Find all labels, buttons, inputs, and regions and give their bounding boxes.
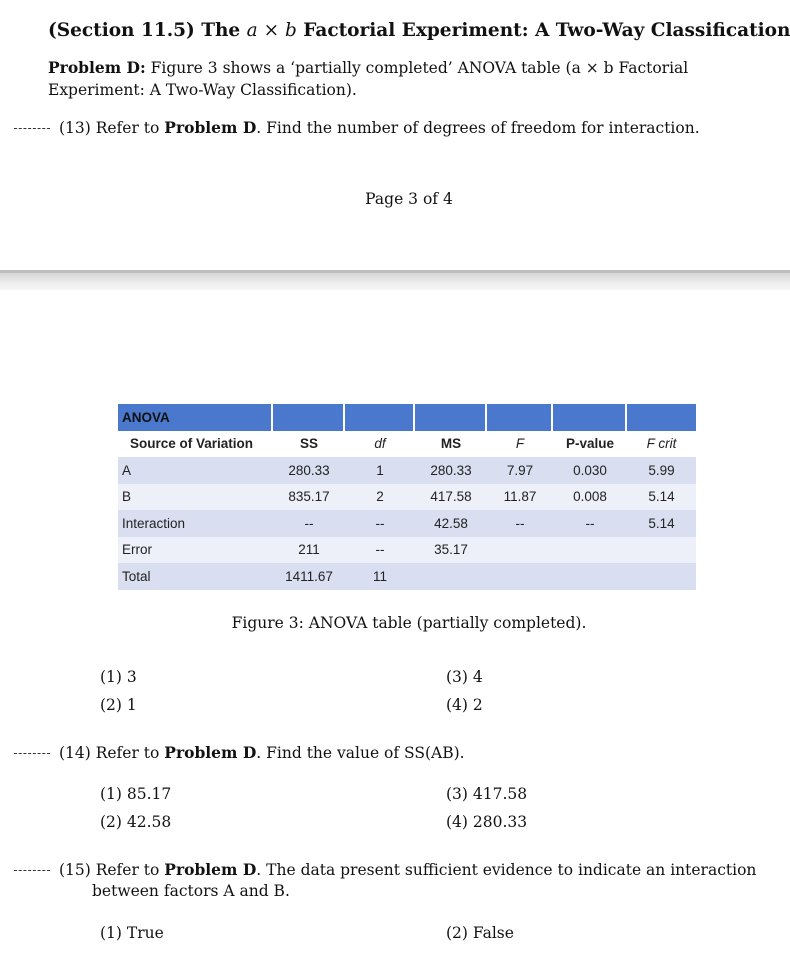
title-math: a × b (246, 20, 297, 41)
figure-caption: Figure 3: ANOVA table (partially completed). (231, 614, 587, 632)
column-header: F (515, 436, 525, 452)
answer-blank[interactable] (14, 128, 50, 129)
problem-d-text: Figure 3 shows a ‘partially completed’ ANOVA table (a × b Factorial Experiment: A Two-Way Classification). (48, 59, 689, 99)
table-row: Interaction -- -- 42.58 -- -- 5.14 (118, 510, 696, 537)
option-15-1[interactable]: (1) True (100, 924, 164, 942)
option-13-4[interactable]: (4) 2 (446, 696, 483, 714)
option-13-3[interactable]: (3) 4 (446, 668, 483, 686)
option-14-4[interactable]: (4) 280.33 (446, 813, 528, 831)
option-14-2[interactable]: (2) 42.58 (100, 813, 172, 831)
column-header: Source of Variation (130, 436, 254, 452)
anova-header-row (118, 431, 696, 458)
anova-title: ANOVA (118, 404, 273, 431)
page-number: Page 3 of 4 (365, 190, 453, 208)
option-15-2[interactable]: (2) False (446, 924, 514, 942)
table-row: A 280.33 1 280.33 7.97 0.030 5.99 (118, 457, 696, 484)
page-separator (0, 270, 790, 290)
option-14-1[interactable]: (1) 85.17 (100, 785, 172, 803)
option-13-2[interactable]: (2) 1 (100, 696, 137, 714)
column-header: SS (299, 436, 318, 452)
problem-d-paragraph (48, 57, 778, 101)
question-14: (14) Refer to Problem D. Find the value of SS(AB). (14, 743, 465, 762)
problem-d-label: Problem D: (48, 58, 146, 77)
anova-title-row (118, 404, 696, 431)
question-15-continued: between factors A and B. (92, 882, 290, 900)
column-header: MS (440, 436, 462, 452)
option-14-3[interactable]: (3) 417.58 (446, 785, 528, 803)
column-header: F crit (646, 436, 677, 452)
question-15: (15) Refer to Problem D. The data present sufficient evidence to indicate an interaction (14, 860, 756, 879)
question-13: (13) Refer to Problem D. Find the number of degrees of freedom for interaction. (14, 118, 700, 137)
section-title: (Section 11.5) The a × b Factorial Experiment: A Two-Way Classification (48, 20, 790, 41)
answer-blank[interactable] (14, 870, 50, 871)
option-13-1[interactable]: (1) 3 (100, 668, 137, 686)
table-row: Total 1411.67 11 (118, 563, 696, 590)
table-row: B 835.17 2 417.58 11.87 0.008 5.14 (118, 484, 696, 511)
column-header: df (374, 436, 386, 452)
answer-blank[interactable] (14, 753, 50, 754)
column-header: P-value (565, 436, 615, 452)
page-separator-line (0, 270, 790, 273)
table-row: Error 211 -- 35.17 (118, 537, 696, 564)
anova-table (118, 404, 696, 590)
